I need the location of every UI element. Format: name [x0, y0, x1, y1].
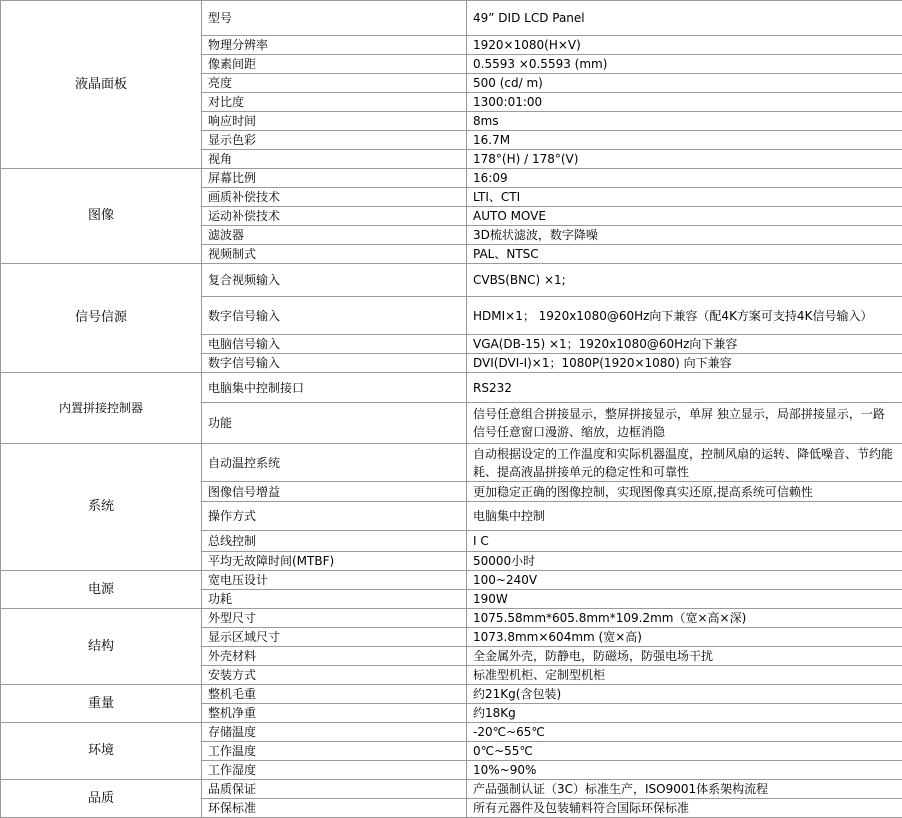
value-cell: 自动根据设定的工作温度和实际机器温度，控制风扇的运转、降低噪音、节约能耗、提高液晶拼接单元的稳定性和可靠性: [467, 444, 902, 482]
value-cell: 全金属外壳，防静电，防磁场，防强电场干扰: [467, 647, 902, 666]
value-cell: VGA(DB-15) ×1；1920x1080@60Hz向下兼容: [467, 335, 902, 354]
value-cell: AUTO MOVE: [467, 207, 902, 226]
category-cell: 系统: [1, 444, 202, 571]
category-cell: 品质: [1, 780, 202, 818]
value-cell: 3D梳状滤波，数字降噪: [467, 226, 902, 245]
parameter-cell: 数字信号输入: [202, 297, 467, 335]
parameter-cell: 安装方式: [202, 666, 467, 685]
spec-row: [1, 685, 902, 704]
category-cell: 结构: [1, 609, 202, 685]
parameter-cell: 亮度: [202, 74, 467, 93]
spec-row: [1, 1, 902, 36]
value-cell: I C: [467, 531, 902, 552]
parameter-cell: 外壳材料: [202, 647, 467, 666]
category-cell: 内置拼接控制器: [1, 373, 202, 444]
parameter-cell: 图像信号增益: [202, 482, 467, 502]
value-cell: HDMI×1； 1920x1080@60Hz向下兼容（配4K方案可支持4K信号输入）: [467, 297, 902, 335]
spec-row: [1, 571, 902, 590]
value-cell: 0.5593 ×0.5593 (mm): [467, 55, 902, 74]
parameter-cell: 环保标准: [202, 799, 467, 818]
spec-row: [1, 264, 902, 297]
value-cell: 产品强制认证（3C）标准生产，ISO9001体系架构流程: [467, 780, 902, 799]
parameter-cell: 外型尺寸: [202, 609, 467, 628]
parameter-cell: 复合视频输入: [202, 264, 467, 297]
spec-row: [1, 444, 902, 482]
value-cell: 0℃~55℃: [467, 742, 902, 761]
value-cell: 178°(H) / 178°(V): [467, 150, 902, 169]
spec-row: [1, 609, 902, 628]
parameter-cell: 电脑集中控制接口: [202, 373, 467, 403]
parameter-cell: 响应时间: [202, 112, 467, 131]
parameter-cell: 视角: [202, 150, 467, 169]
category-cell: 电源: [1, 571, 202, 609]
parameter-cell: 功耗: [202, 590, 467, 609]
parameter-cell: 显示区域尺寸: [202, 628, 467, 647]
value-cell: 500 (cd/ m): [467, 74, 902, 93]
parameter-cell: 像素间距: [202, 55, 467, 74]
value-cell: 50000小时: [467, 552, 902, 571]
parameter-cell: 视频制式: [202, 245, 467, 264]
value-cell: 190W: [467, 590, 902, 609]
spec-row: [1, 780, 902, 799]
value-cell: 1075.58mm*605.8mm*109.2mm（宽×高×深): [467, 609, 902, 628]
value-cell: RS232: [467, 373, 902, 403]
value-cell: 约21Kg(含包装): [467, 685, 902, 704]
parameter-cell: 型号: [202, 1, 467, 36]
parameter-cell: 对比度: [202, 93, 467, 112]
parameter-cell: 自动温控系统: [202, 444, 467, 482]
parameter-cell: 平均无故障时间(MTBF): [202, 552, 467, 571]
parameter-cell: 宽电压设计: [202, 571, 467, 590]
parameter-cell: 存储温度: [202, 723, 467, 742]
value-cell: 信号任意组合拼接显示，整屏拼接显示，单屏 独立显示，局部拼接显示，一路信号任意窗口漫游、缩放，边框消隐: [467, 403, 902, 444]
value-cell: 49” DID LCD Panel: [467, 1, 902, 36]
parameter-cell: 操作方式: [202, 502, 467, 531]
spec-row: [1, 169, 902, 188]
value-cell: 1300:01:00: [467, 93, 902, 112]
value-cell: 电脑集中控制: [467, 502, 902, 531]
category-cell: 液晶面板: [1, 1, 202, 169]
value-cell: 1920×1080(H×V): [467, 36, 902, 55]
parameter-cell: 运动补偿技术: [202, 207, 467, 226]
parameter-cell: 显示色彩: [202, 131, 467, 150]
value-cell: 10%~90%: [467, 761, 902, 780]
value-cell: 所有元器件及包装辅料符合国际环保标准: [467, 799, 902, 818]
parameter-cell: 物理分辨率: [202, 36, 467, 55]
parameter-cell: 整机毛重: [202, 685, 467, 704]
parameter-cell: 整机净重: [202, 704, 467, 723]
spec-row: [1, 723, 902, 742]
parameter-cell: 滤波器: [202, 226, 467, 245]
category-cell: 重量: [1, 685, 202, 723]
parameter-cell: 品质保证: [202, 780, 467, 799]
value-cell: 16:09: [467, 169, 902, 188]
value-cell: 1073.8mm×604mm (宽×高): [467, 628, 902, 647]
parameter-cell: 电脑信号输入: [202, 335, 467, 354]
value-cell: 100~240V: [467, 571, 902, 590]
value-cell: LTI、CTI: [467, 188, 902, 207]
value-cell: 标准型机柜、定制型机柜: [467, 666, 902, 685]
value-cell: 更加稳定正确的图像控制，实现图像真实还原,提高系统可信赖性: [467, 482, 902, 502]
spec-table-body: [1, 1, 902, 818]
parameter-cell: 数字信号输入: [202, 354, 467, 373]
value-cell: 16.7M: [467, 131, 902, 150]
value-cell: DVI(DVI-I)×1；1080P(1920×1080) 向下兼容: [467, 354, 902, 373]
parameter-cell: 画质补偿技术: [202, 188, 467, 207]
parameter-cell: 功能: [202, 403, 467, 444]
category-cell: 信号信源: [1, 264, 202, 373]
value-cell: 8ms: [467, 112, 902, 131]
parameter-cell: 屏幕比例: [202, 169, 467, 188]
value-cell: PAL、NTSC: [467, 245, 902, 264]
value-cell: 约18Kg: [467, 704, 902, 723]
spec-row: [1, 373, 902, 403]
parameter-cell: 总线控制: [202, 531, 467, 552]
category-cell: 环境: [1, 723, 202, 780]
parameter-cell: 工作温度: [202, 742, 467, 761]
value-cell: CVBS(BNC) ×1;: [467, 264, 902, 297]
category-cell: 图像: [1, 169, 202, 264]
parameter-cell: 工作湿度: [202, 761, 467, 780]
value-cell: -20℃~65℃: [467, 723, 902, 742]
